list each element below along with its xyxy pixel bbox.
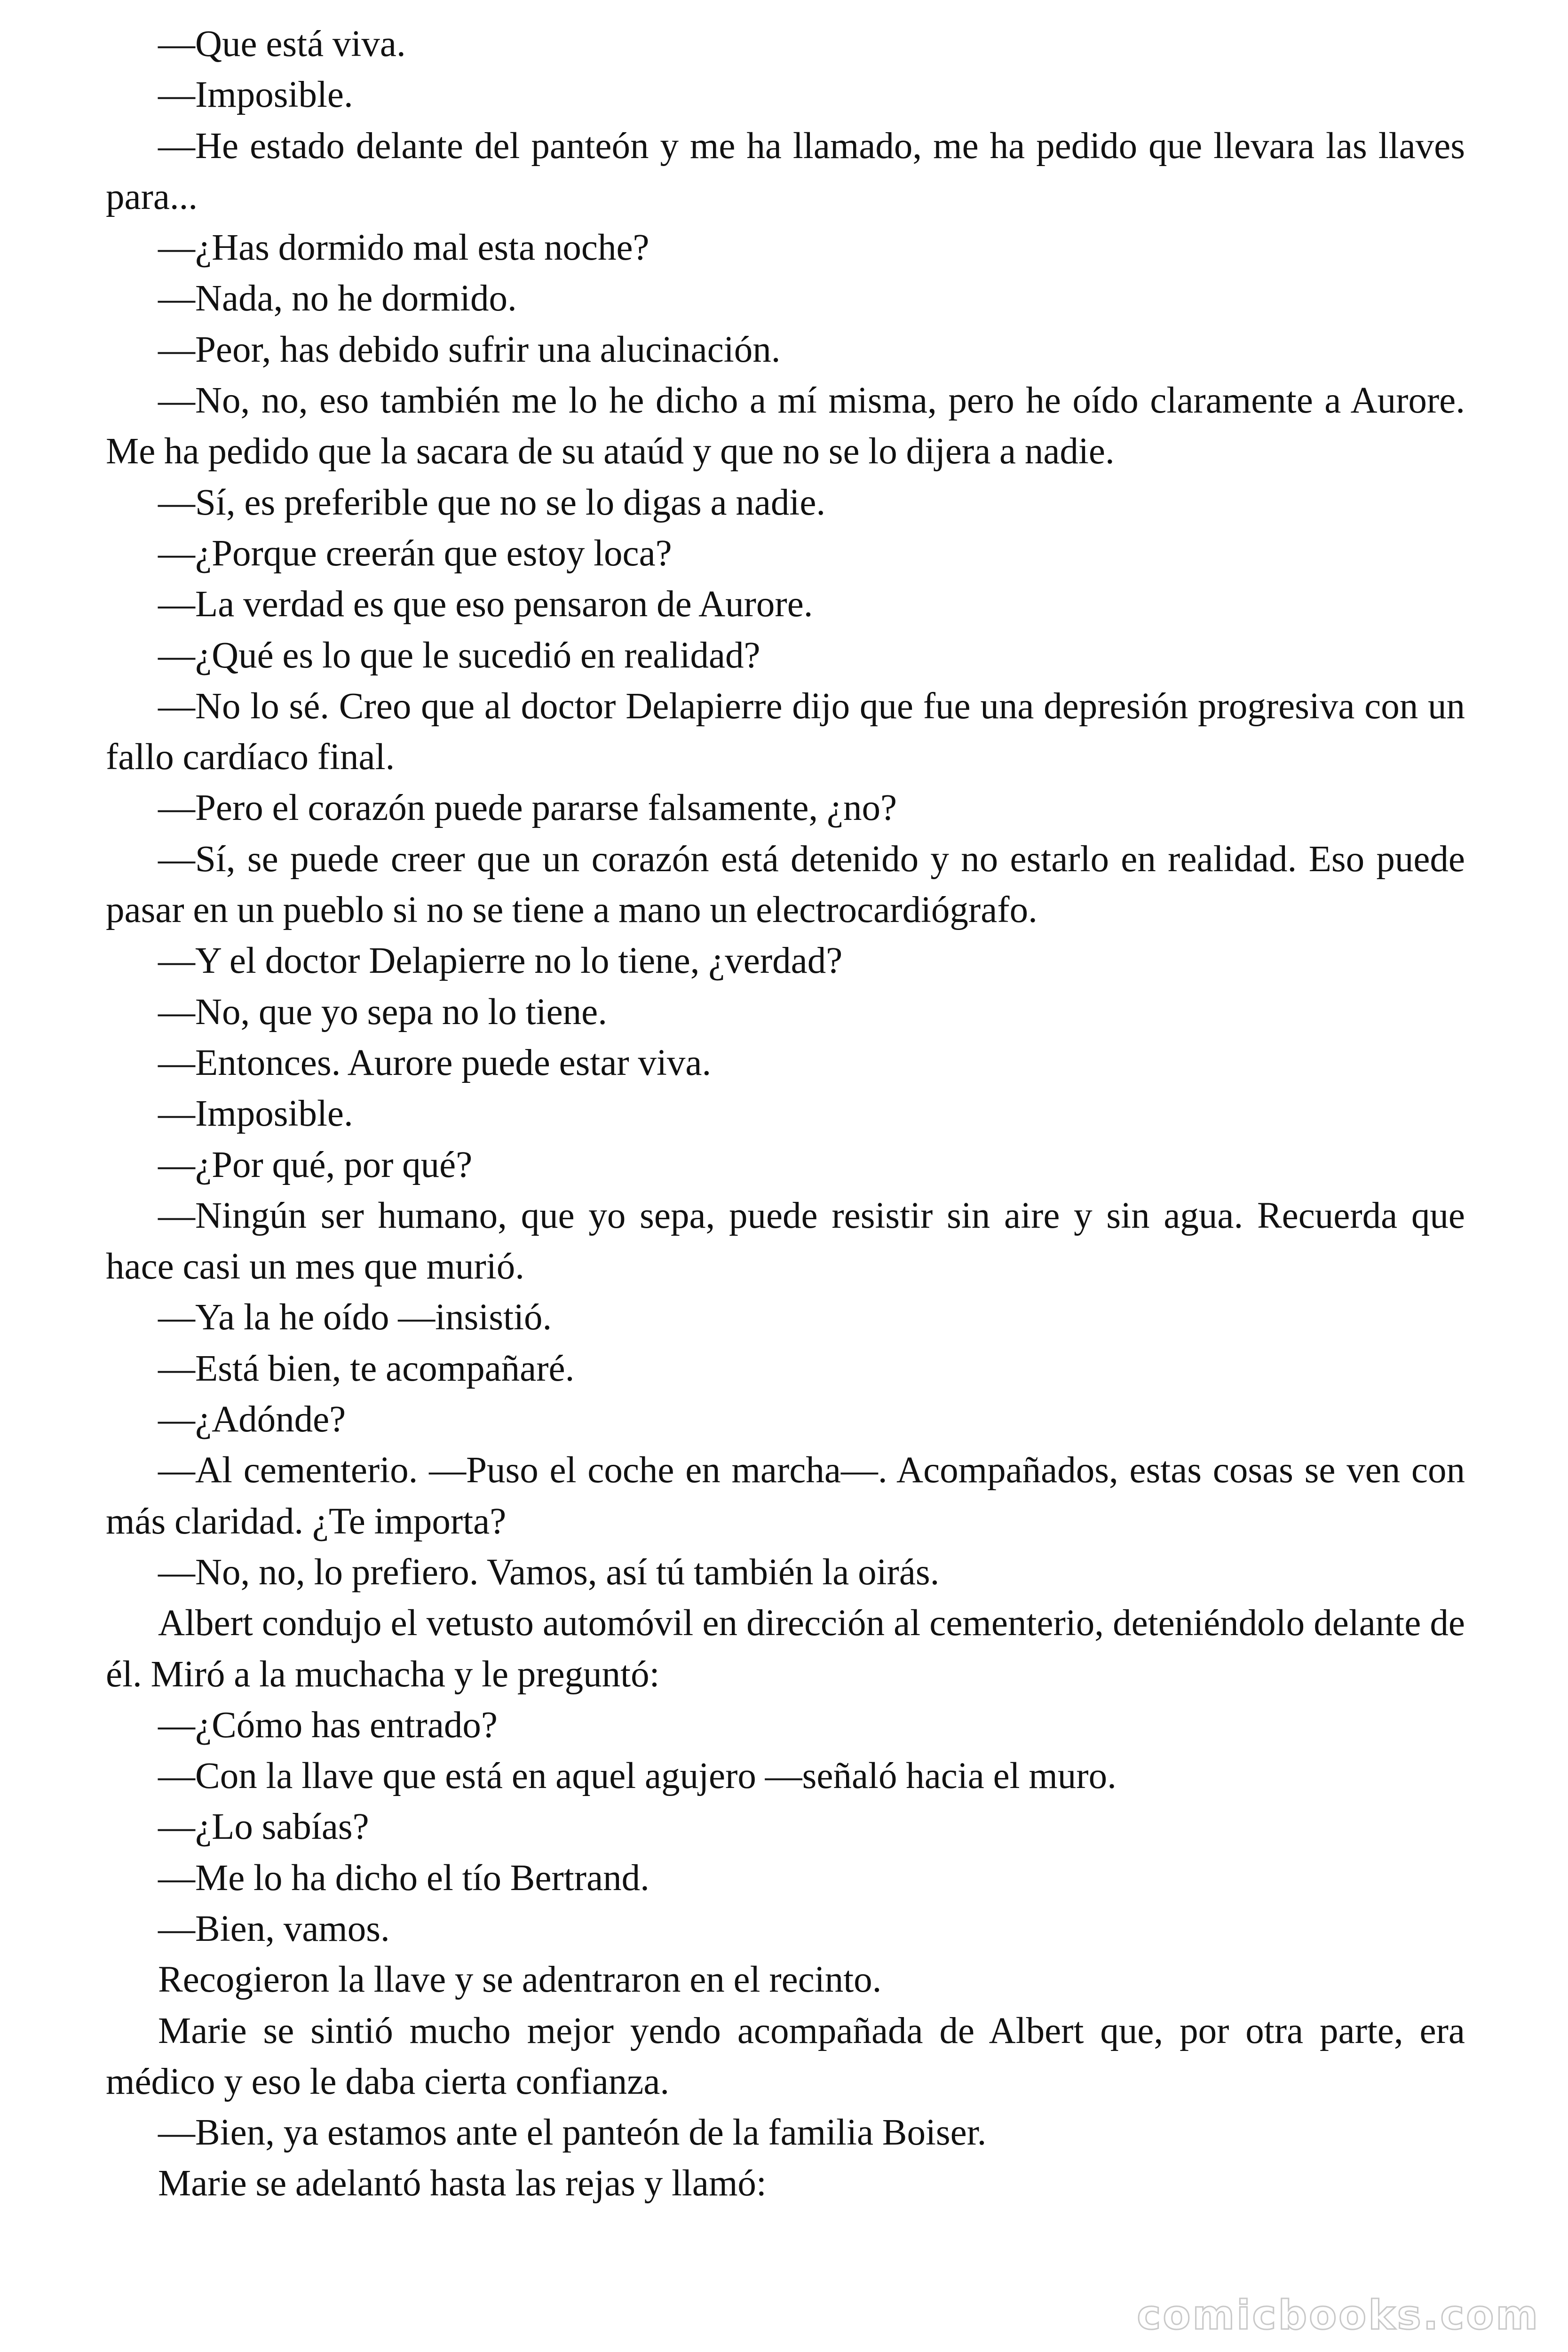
paragraph: Marie se sintió mucho mejor yendo acompañada de Albert que, por otra parte, era médico y eso le daba cierta confianza. [106,2010,1465,2102]
paragraph: —¿Porque creerán que estoy loca? [158,532,672,574]
paragraph: —¿Qué es lo que le sucedió en realidad? [158,635,760,676]
paragraph: —¿Has dormido mal esta noche? [158,227,649,269]
paragraph: Marie se adelantó hasta las rejas y llamó: [158,2163,767,2204]
paragraph: —Y el doctor Delapierre no lo tiene, ¿verdad? [158,940,843,982]
paragraph: —No lo sé. Creo que al doctor Delapierre dijo que fue una depresión progresiva con un fallo cardíaco final. [106,685,1465,778]
paragraph: —Pero el corazón puede pararse falsamente, ¿no? [158,787,897,829]
paragraph: —Me lo ha dicho el tío Bertrand. [158,1857,649,1899]
paragraph: —Ningún ser humano, que yo sepa, puede resistir sin aire y sin agua. Recuerda que hace casi un mes que murió. [106,1195,1465,1287]
paragraph: Albert condujo el vetusto automóvil en dirección al cementerio, deteniéndolo delante de él. Miró a la muchacha y le preguntó: [106,1603,1465,1695]
paragraph: —No, no, eso también me lo he dicho a mí misma, pero he oído claramente a Aurore. Me ha pedido que la sacara de su ataúd y que no se lo dijera a nadie. [106,380,1465,472]
paragraph: —Bien, vamos. [158,1908,390,1949]
paragraph: —Al cementerio. —Puso el coche en marcha—. Acompañados, estas cosas se ven con más claridad. ¿Te importa? [106,1450,1465,1542]
paragraph: —Entonces. Aurore puede estar viva. [158,1042,712,1083]
watermark: comicbooks.com [1137,2292,1540,2339]
paragraph: —Peor, has debido sufrir una alucinación. [158,329,781,370]
paragraph: —Está bien, te acompañaré. [158,1348,575,1389]
paragraph: —Imposible. [158,1093,353,1135]
paragraph: —Sí, se puede creer que un corazón está detenido y no estarlo en realidad. Eso puede pasar en un pueblo si no se tiene a mano un electrocardiógrafo. [106,838,1465,931]
paragraph: Recogieron la llave y se adentraron en el recinto. [158,1959,882,2001]
paragraph: —Que está viva. [158,24,406,64]
paragraph: —¿Lo sabías? [158,1806,369,1848]
paragraph: —He estado delante del panteón y me ha llamado, me ha pedido que llevara las llaves para... [106,125,1465,217]
paragraph: —Imposible. [158,74,353,116]
paragraph: —Bien, ya estamos ante el panteón de la familia Boiser. [158,2112,987,2153]
book-page [106,19,1465,2314]
paragraph: —Nada, no he dormido. [158,278,517,319]
paragraph: —¿Por qué, por qué? [158,1144,473,1185]
paragraph: —No, no, lo prefiero. Vamos, así tú también la oirás. [158,1551,940,1593]
paragraph: —¿Adónde? [158,1399,346,1440]
paragraph: —Sí, es preferible que no se lo digas a nadie. [158,482,826,523]
paragraph: —No, que yo sepa no lo tiene. [158,991,607,1033]
paragraph: —Ya la he oído —insistió. [158,1297,552,1338]
paragraph: —¿Cómo has entrado? [158,1704,498,1746]
paragraph: —La verdad es que eso pensaron de Aurore. [158,584,813,625]
paragraph: —Con la llave que está en aquel agujero —señaló hacia el muro. [158,1756,1117,1797]
